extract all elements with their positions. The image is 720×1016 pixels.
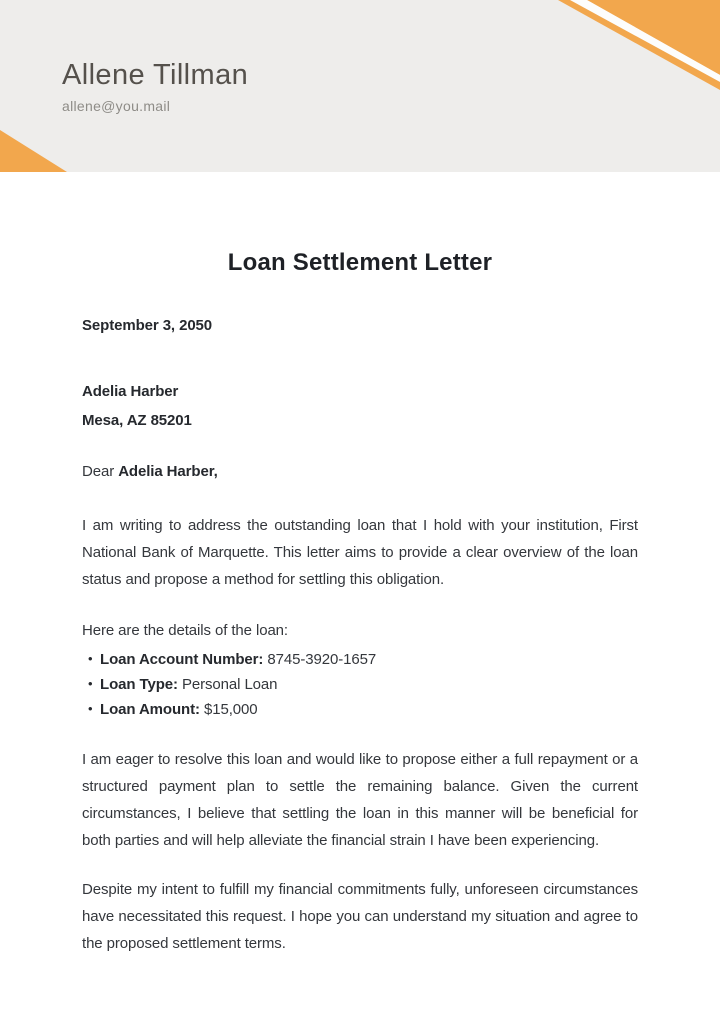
- recipient-address: Mesa, AZ 85201: [82, 412, 192, 429]
- letterhead: [0, 0, 720, 172]
- loan-details-list: [82, 647, 638, 722]
- paragraph-closing: Despite my intent to fulfill my financial commitments fully, unforeseen circumstances have necessitated this request. I hope you can understand my situation and agree to the proposed settlement terms.: [82, 881, 638, 952]
- salutation-prefix: Dear: [82, 463, 115, 480]
- loan-detail-label: Loan Amount:: [100, 701, 200, 718]
- sender-email: allene@you.mail: [62, 98, 171, 114]
- loan-detail-value: $15,000: [203, 701, 258, 718]
- loan-detail-label: Loan Type:: [100, 676, 178, 693]
- letter-title: Loan Settlement Letter: [227, 249, 493, 276]
- loan-detail-value: 8745-3920-1657: [267, 651, 377, 668]
- recipient-name: Adelia Harber: [82, 383, 179, 400]
- bullet-icon: •: [88, 651, 93, 666]
- loan-details-intro: Here are the details of the loan:: [82, 622, 288, 639]
- paragraph-settlement-proposal: I am eager to resolve this loan and would like to propose either a full repayment or a structured payment plan to settle the remaining balance. Given the current circumstances, I believe that settling the loan in this manner will be beneficial for both parties and will help alleviate the financial strain I have been experiencing.: [82, 751, 638, 849]
- loan-detail-label: Loan Account Number:: [100, 651, 264, 668]
- corner-triangle-bottom-left: [0, 130, 67, 172]
- salutation-name: Adelia Harber,: [118, 463, 218, 480]
- loan-detail-amount: [82, 697, 638, 722]
- sender-block: [62, 56, 248, 115]
- letter-date: September 3, 2050: [82, 317, 213, 334]
- bullet-icon: •: [88, 701, 93, 716]
- paragraph-loan-overview: I am writing to address the outstanding loan that I hold with your institution, First National Bank of Marquette. This letter aims to provide a clear overview of the loan status and propose a method for settling this obligation.: [82, 517, 638, 588]
- letter-body: [82, 172, 638, 957]
- bullet-icon: •: [88, 676, 93, 691]
- sender-name: Allene Tillman: [62, 59, 249, 91]
- loan-detail-account-number: [82, 647, 638, 672]
- loan-detail-type: [82, 672, 638, 697]
- salutation: [82, 462, 638, 482]
- loan-detail-value: Personal Loan: [181, 676, 278, 693]
